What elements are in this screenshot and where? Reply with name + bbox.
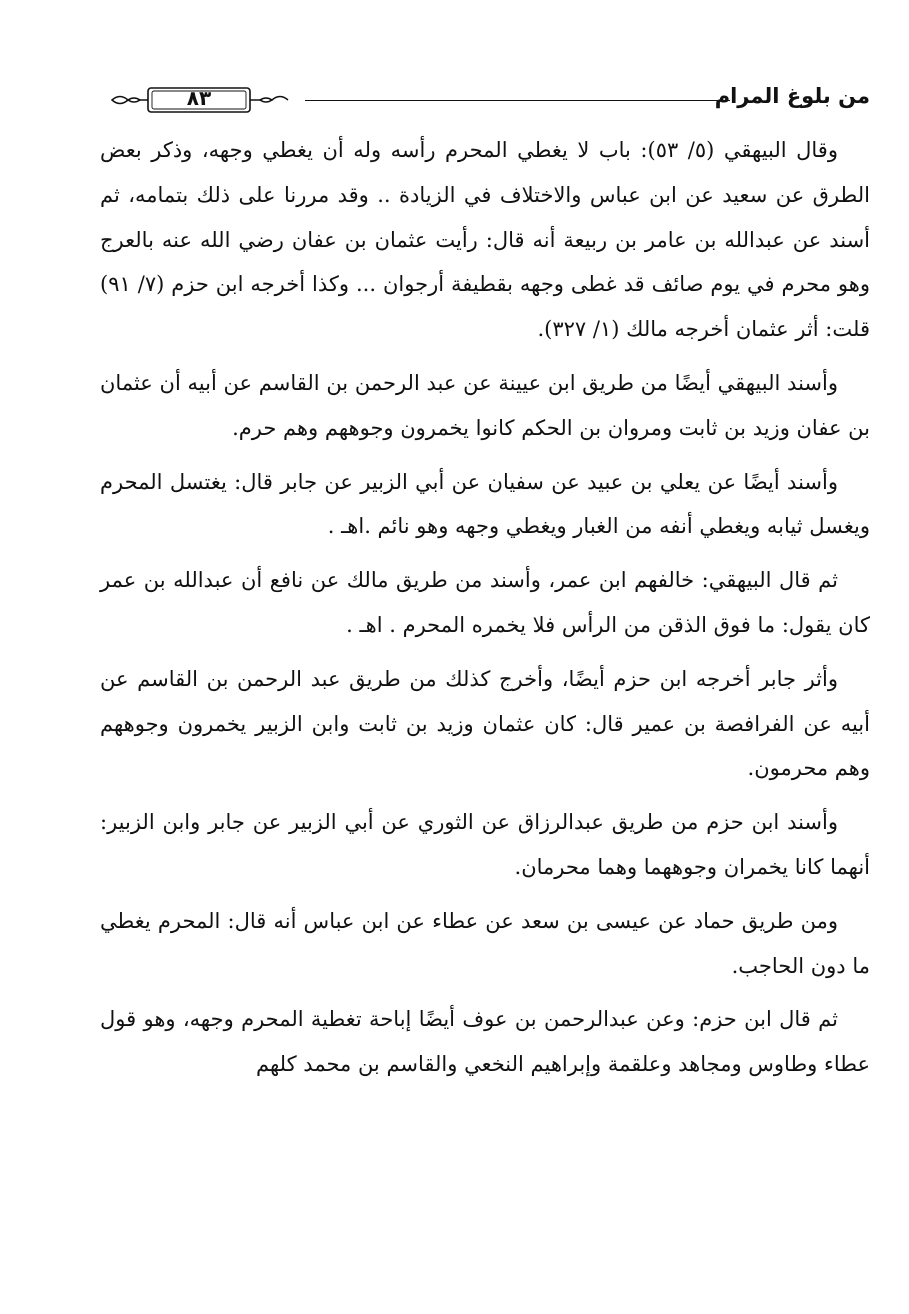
header-rule	[305, 100, 730, 101]
paragraph: وأثر جابر أخرجه ابن حزم أيضًا، وأخرج كذلك من طريق عبد الرحمن بن القاسم عن أبيه عن الفرافصة بن عمير قال: كان عثمان وزيد بن ثابت وابن الزبير يخمرون وجوههم وهم محرمون.	[100, 666, 870, 781]
page-header	[100, 80, 870, 124]
paragraph: وقال البيهقي (٥/ ٥٣): باب لا يغطي المحرم رأسه وله أن يغطي وجهه، وذكر بعض الطرق عن سعيد عن ابن عباس والاختلاف في الزيادة .. وقد مررنا على ذلك بتمامه، ثم أسند عن عبدالله بن عامر بن ربيعة أنه قال: رأيت عثمان بن عفان رضي الله عنه بالعرج وهو محرم في يوم صائف قد غطى وجهه بقطيفة أرجوان ... وكذا أخرجه ابن حزم (٧/ ٩١) قلت: أثر عثمان أخرجه مالك (١/ ٣٢٧).	[100, 138, 870, 342]
page-number: ٨٣	[186, 86, 212, 110]
paragraph: ثم قال البيهقي: خالفهم ابن عمر، وأسند من طريق مالك عن نافع أن عبدالله بن عمر كان يقول: ما فوق الذقن من الرأس فلا يخمره المحرم . اهـ .	[100, 568, 870, 637]
paragraph: وأسند ابن حزم من طريق عبدالرزاق عن الثوري عن أبي الزبير عن جابر وابن الزبير: أنهما كانا يخمران وجوههما وهما محرمان.	[100, 810, 870, 879]
body-text	[100, 128, 870, 1096]
running-title: من بلوغ المرام	[714, 84, 870, 108]
paragraph: ثم قال ابن حزم: وعن عبدالرحمن بن عوف أيضًا إباحة تغطية المحرم وجهه، وهو قول عطاء وطاوس ومجاهد وعلقمة وإبراهيم النخعي والقاسم بن محمد كلهم	[100, 1007, 870, 1077]
paragraph: وأسند أيضًا عن يعلي بن عبيد عن سفيان عن أبي الزبير عن جابر قال: يغتسل المحرم ويغسل ثيابه ويغطي أنفه من الغبار ويغطي وجهه وهو نائم .اهـ .	[100, 469, 870, 539]
paragraph: وأسند البيهقي أيضًا من طريق ابن عيينة عن عبد الرحمن بن القاسم عن أبيه أن عثمان بن عفان وزيد بن ثابت ومروان بن الحكم كانوا يخمرون وجوههم وهم حرم.	[100, 370, 870, 440]
paragraph: ومن طريق حماد عن عيسى بن سعد عن عطاء عن ابن عباس أنه قال: المحرم يغطي ما دون الحاجب.	[100, 908, 870, 978]
page-number-frame	[110, 85, 290, 115]
